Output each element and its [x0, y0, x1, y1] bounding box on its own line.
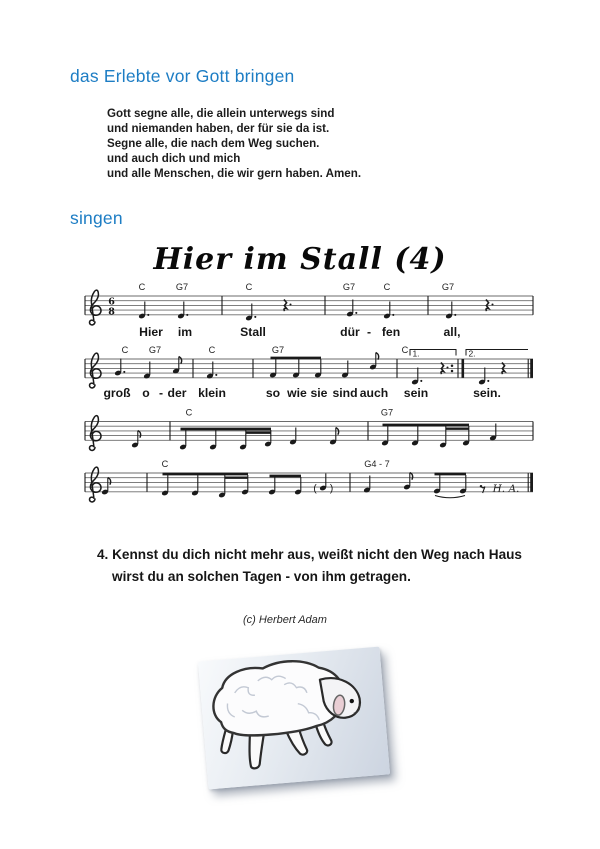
svg-text:C: C	[245, 282, 253, 292]
verse-line: 4. Kennst du dich nicht mehr aus, weißt nicht den Weg nach Haus	[97, 547, 522, 562]
copyright-credit: (c) Herbert Adam	[243, 614, 327, 626]
sheep-photo-card	[198, 647, 390, 790]
svg-text:G7: G7	[148, 345, 162, 355]
svg-text:der: der	[167, 386, 187, 400]
verse-text	[97, 544, 557, 588]
section-heading-prayer: das Erlebte vor Gott bringen	[70, 66, 295, 86]
svg-text:H. A.: H. A.	[492, 483, 520, 495]
svg-text:8: 8	[108, 306, 115, 318]
svg-text:so: so	[265, 386, 281, 400]
svg-text:2.: 2.	[468, 348, 476, 359]
svg-text:sein.: sein.	[473, 386, 501, 400]
svg-text:G7: G7	[441, 282, 455, 292]
svg-text:C: C	[383, 282, 391, 292]
svg-text:o: o	[142, 386, 150, 400]
section-heading-sing: singen	[70, 208, 123, 228]
svg-text:sie: sie	[310, 386, 328, 400]
svg-text:Hier: Hier	[139, 325, 163, 339]
svg-text:sein: sein	[403, 386, 429, 400]
sheet-music-notation	[0, 243, 600, 533]
svg-text:groß: groß	[103, 386, 131, 400]
svg-text:6: 6	[108, 296, 115, 308]
svg-text:auch: auch	[359, 386, 389, 400]
sheep-drawing	[198, 647, 390, 790]
prayer-text	[107, 106, 361, 181]
svg-text:-: -	[158, 386, 164, 400]
song-title: Hier im Stall (4)	[153, 242, 447, 277]
prayer-line: Gott segne alle, die allein unterwegs sind	[107, 107, 335, 120]
svg-text:C: C	[208, 345, 216, 355]
svg-text:G7: G7	[342, 282, 356, 292]
svg-text:all,: all,	[443, 325, 461, 339]
svg-text:G7: G7	[380, 407, 394, 418]
prayer-line: und niemanden haben, der für sie da ist.	[107, 122, 330, 135]
svg-text:(: (	[313, 483, 317, 495]
svg-text:C: C	[138, 282, 146, 292]
svg-text:C: C	[161, 459, 169, 469]
svg-text:G7: G7	[271, 345, 285, 355]
svg-text:Stall: Stall	[240, 325, 266, 339]
svg-text:G7: G7	[175, 282, 189, 292]
svg-text:C: C	[401, 345, 409, 355]
svg-text:wie: wie	[287, 386, 307, 400]
svg-text:sind: sind	[332, 386, 358, 400]
svg-text:dür: dür	[340, 325, 360, 339]
svg-text:1.: 1.	[412, 348, 420, 359]
svg-text:klein: klein	[198, 386, 226, 400]
svg-text:fen: fen	[381, 325, 401, 339]
prayer-line: Segne alle, die nach dem Weg suchen.	[107, 137, 320, 150]
prayer-line: und auch dich und mich	[107, 152, 241, 165]
svg-text:-: -	[366, 325, 372, 339]
svg-text:C: C	[121, 345, 129, 355]
svg-text:im: im	[177, 325, 193, 339]
svg-text:): )	[329, 483, 334, 495]
verse-line: wirst du an solchen Tagen - von ihm getragen.	[112, 569, 411, 584]
prayer-line: und alle Menschen, die wir gern haben. Amen.	[107, 167, 362, 180]
svg-text:C: C	[185, 407, 193, 418]
svg-text:G4 - 7: G4 - 7	[364, 459, 390, 469]
